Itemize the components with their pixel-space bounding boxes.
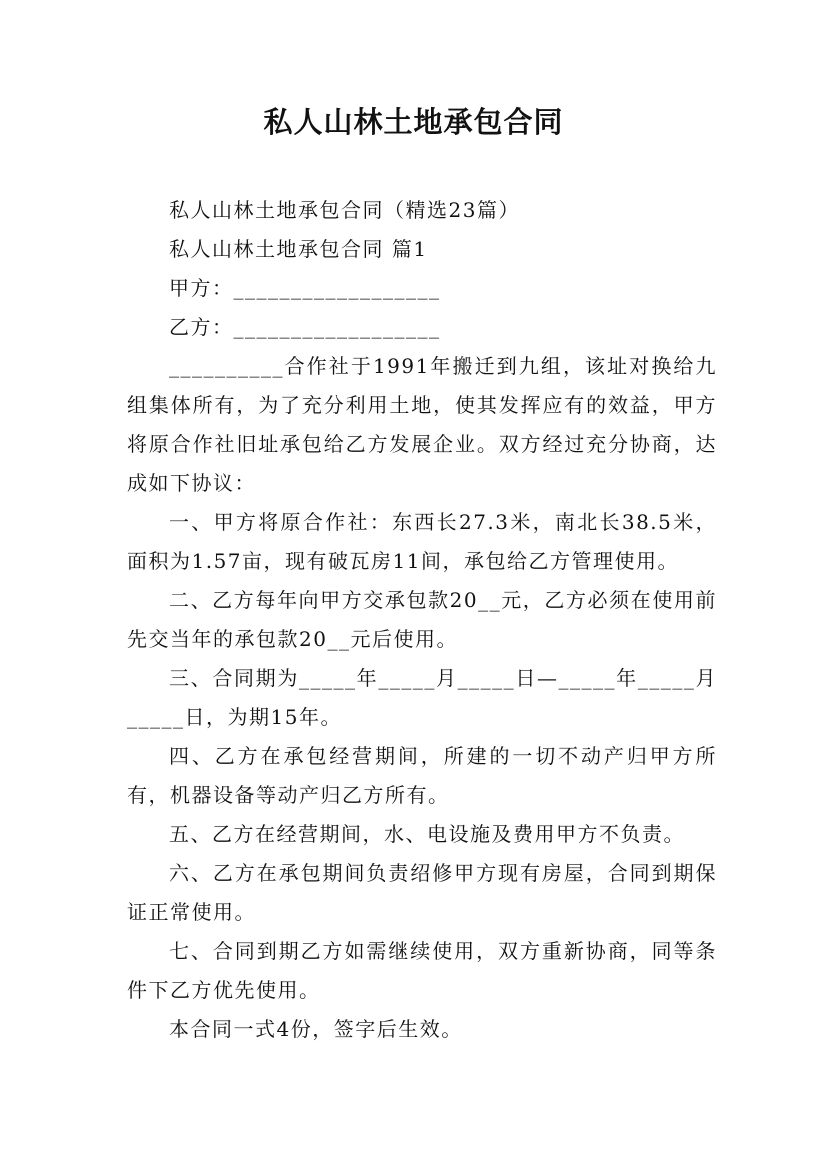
clause-6: 六、乙方在承包期间负责绍修甲方现有房屋，合同到期保证正常使用。 [127, 861, 717, 924]
party-a-line: 甲方：__________________ [169, 276, 441, 300]
clause-5: 五、乙方在经营期间，水、电设施及费用甲方不负责。 [169, 822, 685, 846]
clause-3: 三、合同期为_____年_____月_____日—_____年_____月_____日，为期15年。 [127, 666, 717, 729]
clause-7: 七、合同到期乙方如需继续使用，双方重新协商，同等条件下乙方优先使用。 [127, 939, 717, 1002]
intro-paragraph: __________合作社于1991年搬迁到九组，该址对换给九组集体所有，为了充分利用土地，使其发挥应有的效益，甲方将原合作社旧址承包给乙方发展企业。双方经过充分协商，达成如下协议： [127, 354, 717, 495]
party-b-line: 乙方：__________________ [169, 315, 441, 339]
clause-4: 四、乙方在承包经营期间，所建的一切不动产归甲方所有，机器设备等动产归乙方所有。 [127, 744, 717, 807]
chapter-heading: 私人山林土地承包合同 篇1 [169, 237, 428, 261]
document-body [127, 191, 717, 1049]
clause-1: 一、甲方将原合作社：东西长27.3米，南北长38.5米，面积为1.57亩，现有破瓦房11间，承包给乙方管理使用。 [127, 510, 717, 573]
document-title: 私人山林土地承包合同 [263, 105, 564, 139]
clause-2: 二、乙方每年向甲方交承包款20__元，乙方必须在使用前先交当年的承包款20__元后使用。 [127, 588, 717, 651]
document-subtitle: 私人山林土地承包合同（精选23篇） [169, 198, 520, 222]
copies-clause: 本合同一式4份，签字后生效。 [169, 1017, 463, 1041]
